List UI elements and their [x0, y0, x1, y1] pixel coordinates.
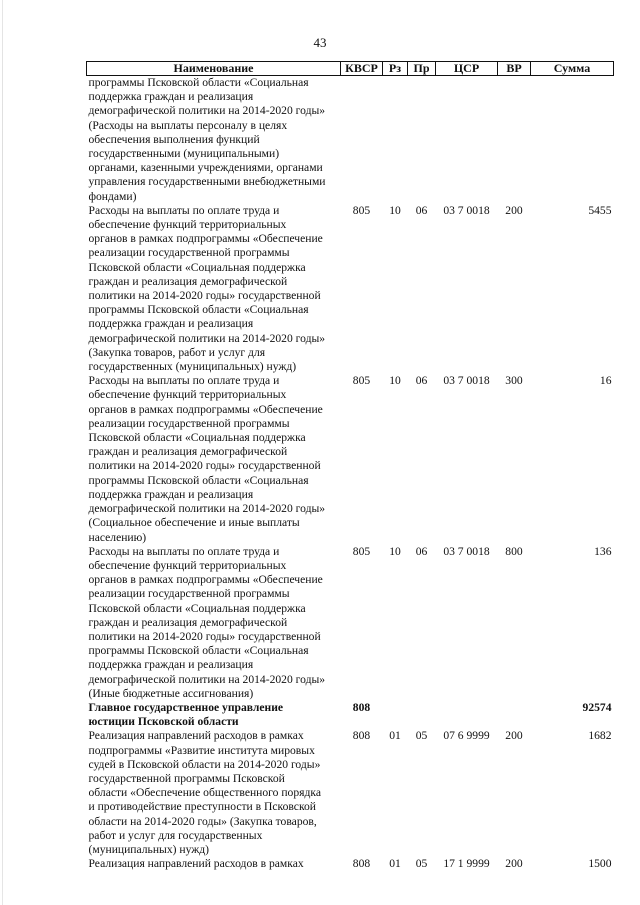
- row-pr: 05: [415, 729, 428, 743]
- header-rz: Рз: [383, 62, 408, 76]
- row-pr: 06: [415, 203, 428, 217]
- row-vr: 200: [505, 729, 523, 743]
- row-kvsr: 808: [352, 729, 371, 743]
- row-pr: 05: [415, 857, 428, 871]
- scan-edge: [2, 0, 3, 905]
- row-kvsr: [341, 76, 383, 204]
- row-vr: [498, 76, 531, 204]
- table-row: [87, 76, 614, 204]
- row-sum: 92574: [582, 700, 612, 714]
- header-name: Наименование: [87, 62, 341, 76]
- row-name: программы Псковской области «Социальная поддержка граждан и реализация демографической политики на 2014-2020 годы» (Расходы на выплаты персоналу в целях обеспечения выполнения функций государственными (муниципальными) органами, казенными учреждениями, органами управления государственными внебюджетными фондами): [88, 76, 326, 203]
- table-header-row: [87, 62, 614, 76]
- row-vr: 300: [505, 374, 523, 388]
- row-csr: 17 1 9999: [443, 857, 490, 871]
- row-name: Расходы на выплаты по оплате труда и обеспечение функций территориальных органов в рамках подпрограммы «Обеспечение реализации государственной программы Псковской области «Социальная поддержка граждан и реализация демографической политики на 2014-2020 годы» государственной программы Псковской области «Социальная поддержка граждан и реализация демографической политики на 2014-2020 годы» (Иные бюджетные ассигнования): [88, 544, 326, 700]
- row-rz: 10: [389, 374, 401, 388]
- row-csr: [436, 76, 498, 204]
- row-kvsr: 808: [352, 700, 371, 714]
- table-row: [87, 729, 614, 857]
- row-name: Расходы на выплаты по оплате труда и обеспечение функций территориальных органов в рамках подпрограммы «Обеспечение реализации государственной программы Псковской области «Социальная поддержка граждан и реализация демографической политики на 2014-2020 годы» государственной программы Псковской области «Социальная поддержка граждан и реализация демографической политики на 2014-2020 годы» (Социальное обеспечение и иные выплаты населению): [88, 374, 326, 544]
- page-number: 43: [313, 35, 327, 50]
- row-sum: 16: [599, 374, 612, 388]
- row-csr: 07 6 9999: [443, 729, 490, 743]
- row-vr: [498, 701, 531, 729]
- table-row: [87, 374, 614, 544]
- row-sum: 1500: [588, 857, 612, 871]
- row-kvsr: 805: [352, 203, 371, 217]
- row-vr: 200: [505, 203, 523, 217]
- row-kvsr: 805: [352, 544, 371, 558]
- header-csr: ЦСР: [436, 62, 498, 76]
- row-sum: 136: [594, 544, 612, 558]
- row-rz: 10: [389, 203, 401, 217]
- header-kvsr: КВСР: [341, 62, 383, 76]
- row-name: Реализация направлений расходов в рамках: [88, 857, 304, 871]
- header-pr: Пр: [408, 62, 436, 76]
- row-sum: 1682: [588, 729, 612, 743]
- row-csr: 03 7 0018: [443, 374, 490, 388]
- row-vr: 200: [505, 857, 523, 871]
- row-pr: 06: [415, 544, 428, 558]
- row-rz: [383, 701, 408, 729]
- row-csr: 03 7 0018: [443, 203, 490, 217]
- row-name: Реализация направлений расходов в рамках подпрограммы «Развитие института мировых судей в Псковской области на 2014-2020 годы» государственной программы Псковской области «Обеспечение общественного порядка и противодействие преступности в Псковской области на 2014-2020 годы» (Закупка товаров, работ и услуг для государственных (муниципальных) нужд): [88, 729, 321, 856]
- table-row: [87, 545, 614, 701]
- row-sum: 5455: [588, 203, 612, 217]
- row-rz: 10: [389, 544, 401, 558]
- row-sum: [531, 76, 614, 204]
- row-rz: [383, 76, 408, 204]
- row-name: Главное государственное управление юстиции Псковской области: [88, 700, 284, 729]
- table-row: [87, 857, 614, 871]
- row-kvsr: 808: [352, 857, 371, 871]
- row-csr: [436, 701, 498, 729]
- row-kvsr: 805: [352, 374, 371, 388]
- row-pr: [408, 701, 436, 729]
- row-rz: 01: [389, 729, 401, 743]
- row-rz: 01: [389, 857, 401, 871]
- row-pr: 06: [415, 374, 428, 388]
- row-csr: 03 7 0018: [443, 544, 490, 558]
- row-pr: [408, 76, 436, 204]
- table-row: [87, 204, 614, 374]
- budget-table: [86, 61, 614, 871]
- header-sum: Сумма: [531, 62, 614, 76]
- header-vr: ВР: [498, 62, 531, 76]
- table-row-department: [87, 701, 614, 729]
- row-vr: 800: [505, 544, 523, 558]
- row-name: Расходы на выплаты по оплате труда и обеспечение функций территориальных органов в рамках подпрограммы «Обеспечение реализации государственной программы Псковской области «Социальная поддержка граждан и реализация демографической политики на 2014-2020 годы» государственной программы Псковской области «Социальная поддержка граждан и реализация демографической политики на 2014-2020 годы» (Закупка товаров, работ и услуг для государственных (муниципальных) нужд): [88, 203, 326, 374]
